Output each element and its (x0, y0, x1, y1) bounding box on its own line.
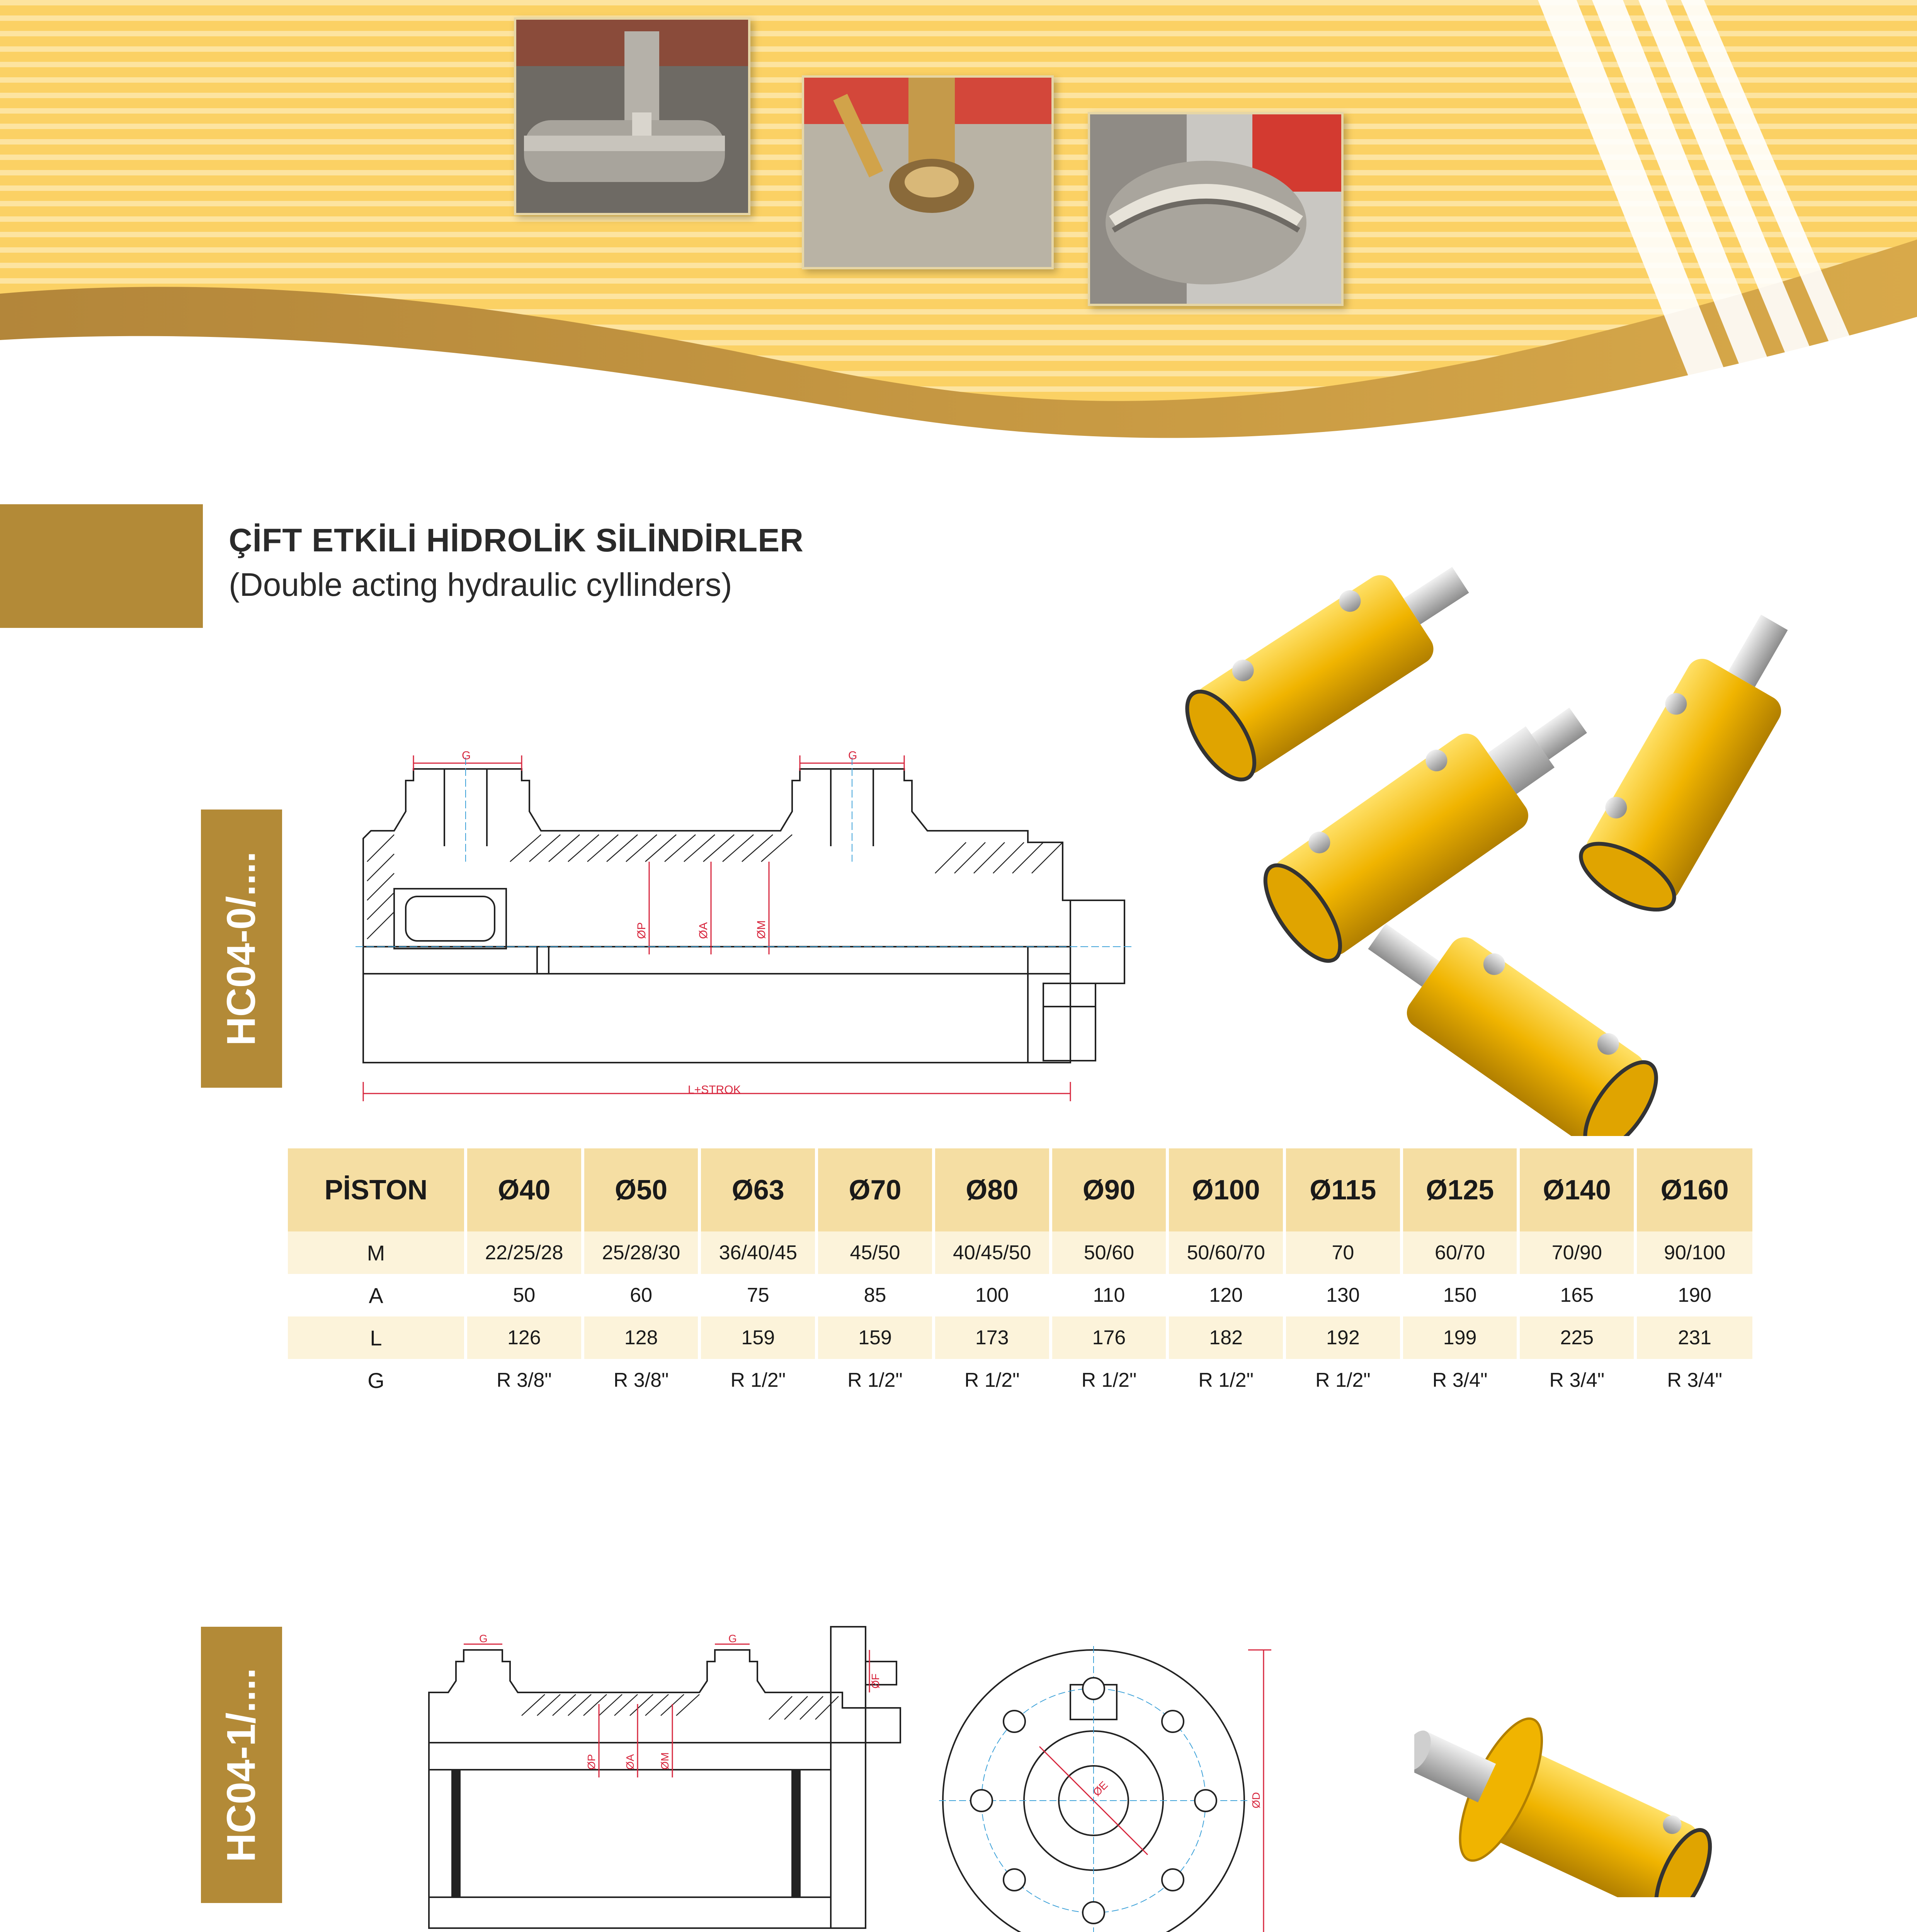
table-header: Ø140 (1518, 1148, 1635, 1231)
welding-photo-2 (802, 75, 1054, 269)
table-cell: R 1/2" (816, 1359, 934, 1401)
table-row (288, 1359, 1752, 1401)
table-cell: 231 (1635, 1316, 1752, 1359)
welding-photo-1 (514, 17, 750, 215)
table-header: Ø90 (1051, 1148, 1168, 1231)
dim-label-g-left: G (479, 1633, 488, 1645)
page-subtitle: (Double acting hydraulic cyllinders) (229, 566, 732, 603)
table-cell: R 3/4" (1635, 1359, 1752, 1401)
table-cell: 173 (934, 1316, 1051, 1359)
dim-label-oa: ØA (697, 922, 710, 939)
page-title: ÇİFT ETKİLİ HİDROLİK SİLİNDİRLER (229, 522, 804, 558)
table-cell: 225 (1518, 1316, 1635, 1359)
table-cell: 100 (934, 1274, 1051, 1316)
dim-label-op: ØP (635, 922, 648, 939)
table-header: Ø125 (1402, 1148, 1519, 1231)
table-cell: 176 (1051, 1316, 1168, 1359)
table-header: Ø115 (1284, 1148, 1402, 1231)
table-cell: 60 (583, 1274, 700, 1316)
section-code-2: HC04-1/.... (219, 1668, 264, 1862)
table-cell: 190 (1635, 1274, 1752, 1316)
table-cell: 128 (583, 1316, 700, 1359)
dim-label-length: L+STROK (688, 1083, 741, 1096)
dim-label-om: ØM (659, 1752, 671, 1770)
table-header: Ø100 (1167, 1148, 1284, 1231)
table-header-row (288, 1148, 1752, 1231)
table-cell: 22/25/28 (466, 1231, 583, 1274)
table-cell: R 1/2" (934, 1359, 1051, 1401)
table-row (288, 1316, 1752, 1359)
table-cell: R 3/8" (466, 1359, 583, 1401)
table-cell: 85 (816, 1274, 934, 1316)
dim-label-g-left: G (462, 749, 471, 762)
table-cell: 40/45/50 (934, 1231, 1051, 1274)
table-cell: 159 (816, 1316, 934, 1359)
dim-label-g-right: G (728, 1633, 737, 1645)
table-header: Ø63 (699, 1148, 816, 1231)
table-cell: 182 (1167, 1316, 1284, 1359)
dim-label-of: ØF (869, 1673, 881, 1689)
section-code-tab-2 (201, 1627, 282, 1903)
table-cell: 150 (1402, 1274, 1519, 1316)
flanged-cylinder-render (1414, 1650, 1747, 1897)
table-header: PİSTON (288, 1148, 466, 1231)
dim-label-od: ØD (1250, 1792, 1262, 1808)
dim-label-oe: ØE (1090, 1779, 1110, 1799)
row-label: A (288, 1274, 466, 1316)
table-cell: 199 (1402, 1316, 1519, 1359)
table-row (288, 1274, 1752, 1316)
table-cell: 36/40/45 (699, 1231, 816, 1274)
table-header: Ø40 (466, 1148, 583, 1231)
table-cell: 165 (1518, 1274, 1635, 1316)
table-cell: 90/100 (1635, 1231, 1752, 1274)
table-cell: 70/90 (1518, 1231, 1635, 1274)
table-header: Ø80 (934, 1148, 1051, 1231)
cylinder-render-group-1 (1144, 533, 1855, 1136)
dim-label-om: ØM (755, 920, 768, 939)
cylinder-drawing-1 (356, 746, 1136, 1113)
table-cell: R 3/4" (1518, 1359, 1635, 1401)
row-label: L (288, 1316, 466, 1359)
table-cell: 70 (1284, 1231, 1402, 1274)
row-label: G (288, 1359, 466, 1401)
welding-photo-3 (1088, 112, 1344, 306)
table-cell: R 3/4" (1402, 1359, 1519, 1401)
table-cell: R 1/2" (699, 1359, 816, 1401)
dim-label-oa: ØA (624, 1754, 636, 1770)
table-cell: 60/70 (1402, 1231, 1519, 1274)
table-cell: 159 (699, 1316, 816, 1359)
title-tab (0, 504, 203, 628)
table-cell: 50/60 (1051, 1231, 1168, 1274)
cylinder-drawing-2 (421, 1615, 920, 1932)
table-cell: 120 (1167, 1274, 1284, 1316)
table-row (288, 1231, 1752, 1274)
spec-table-1 (288, 1148, 1752, 1401)
dim-label-g-right: G (848, 749, 857, 762)
section-code-1: HC04-0/.... (219, 851, 264, 1046)
table-cell: 45/50 (816, 1231, 934, 1274)
table-header: Ø50 (583, 1148, 700, 1231)
table-cell: R 1/2" (1167, 1359, 1284, 1401)
table-cell: R 3/8" (583, 1359, 700, 1401)
row-label: M (288, 1231, 466, 1274)
section-code-tab-1 (201, 810, 282, 1088)
flange-front-view (939, 1638, 1287, 1932)
table-cell: 126 (466, 1316, 583, 1359)
dim-label-op: ØP (585, 1754, 597, 1770)
table-header: Ø160 (1635, 1148, 1752, 1231)
table-header: Ø70 (816, 1148, 934, 1231)
table-cell: 130 (1284, 1274, 1402, 1316)
table-cell: 50 (466, 1274, 583, 1316)
table-cell: R 1/2" (1284, 1359, 1402, 1401)
table-cell: 25/28/30 (583, 1231, 700, 1274)
table-cell: 50/60/70 (1167, 1231, 1284, 1274)
table-cell: 192 (1284, 1316, 1402, 1359)
table-cell: 75 (699, 1274, 816, 1316)
table-cell: R 1/2" (1051, 1359, 1168, 1401)
table-cell: 110 (1051, 1274, 1168, 1316)
